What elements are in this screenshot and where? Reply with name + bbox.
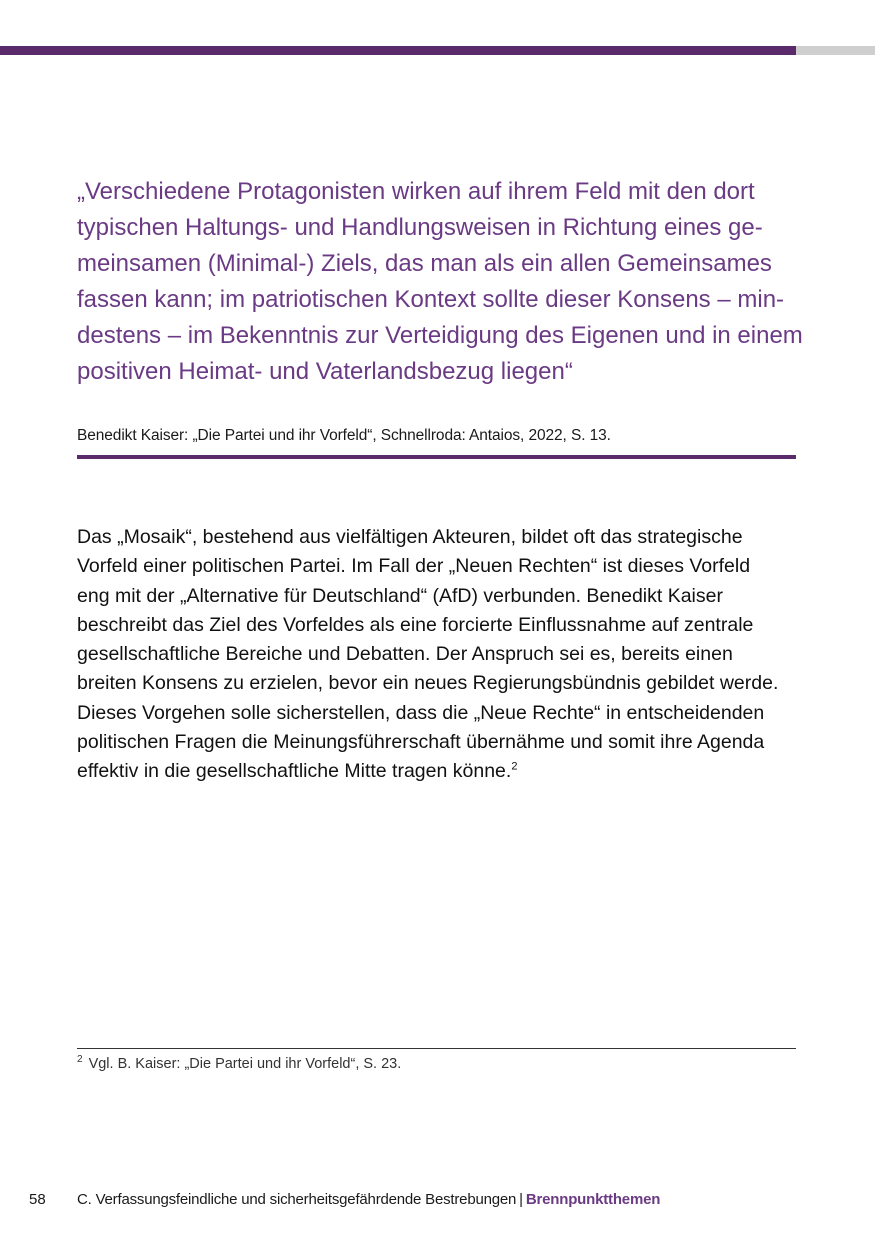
quote-line: fassen kann; im patriotischen Kontext sollte dieser Konsens – min-: [77, 286, 785, 313]
body-line: beschreibt das Ziel des Vorfeldes als eine forcierte Einflussnahme auf zentrale: [77, 613, 754, 636]
body-line: Dieses Vorgehen solle sicherstellen, dass die „Neue Rechte“ in entscheidenden: [77, 701, 765, 724]
body-line: Vorfeld einer politischen Partei. Im Fall der „Neuen Rechten“ ist dieses Vorfeld: [77, 555, 751, 578]
pull-quote: [77, 174, 807, 390]
body-line-last: [77, 757, 807, 786]
page-number: 58: [29, 1191, 46, 1208]
body-line: gesellschaftliche Bereiche und Debatten. Der Anspruch sei es, bereits einen: [77, 643, 733, 666]
quote-line: destens – im Bekenntnis zur Verteidigung des Eigenen und in einem: [77, 322, 803, 349]
footnote-reference[interactable]: 2: [511, 760, 518, 773]
page-footer: [0, 1189, 875, 1211]
running-title: [77, 1189, 660, 1211]
chapter-title: C. Verfassungsfeindliche und sicherheitsgefährdende Bestrebungen: [77, 1191, 517, 1208]
body-line: eng mit der „Alternative für Deutschland“ (AfD) verbunden. Benedikt Kaiser: [77, 584, 723, 607]
header-accent-bar-end: [796, 46, 875, 55]
quote-line: typischen Haltungs- und Handlungsweisen in Richtung eines ge-: [77, 214, 763, 241]
footnote-number: 2: [77, 1054, 83, 1066]
section-title: Brennpunktthemen: [525, 1191, 661, 1208]
quote-line: positiven Heimat- und Vaterlandsbezug liegen“: [77, 358, 573, 385]
body-line: breiten Konsens zu erzielen, bevor ein neues Regierungsbündnis gebildet werde.: [77, 672, 779, 695]
body-line: politischen Fragen die Meinungsführerschaft übernähme und somit ihre Agenda: [77, 731, 765, 754]
quote-source: Benedikt Kaiser: „Die Partei und ihr Vorfeld“, Schnellroda: Antaios, 2022, S. 13.: [77, 427, 611, 444]
quote-line: „Verschiedene Protagonisten wirken auf ihrem Feld mit den dort: [77, 178, 755, 205]
body-line: Das „Mosaik“, bestehend aus vielfältigen Akteuren, bildet oft das strategische: [77, 526, 743, 548]
quote-line: meinsamen (Minimal-) Ziels, das man als ein allen Gemeinsames: [77, 250, 772, 277]
footnote-divider: [77, 1048, 796, 1049]
quote-divider: [77, 455, 796, 459]
footer-separator: |: [519, 1191, 523, 1208]
body-paragraph: [77, 523, 807, 787]
footnote: [77, 1054, 401, 1074]
footnote-text: Vgl. B. Kaiser: „Die Partei und ihr Vorfeld“, S. 23.: [88, 1056, 402, 1072]
header-accent-bar: [0, 46, 796, 55]
body-line-text: effektiv in die gesellschaftliche Mitte tragen könne.: [77, 760, 512, 783]
